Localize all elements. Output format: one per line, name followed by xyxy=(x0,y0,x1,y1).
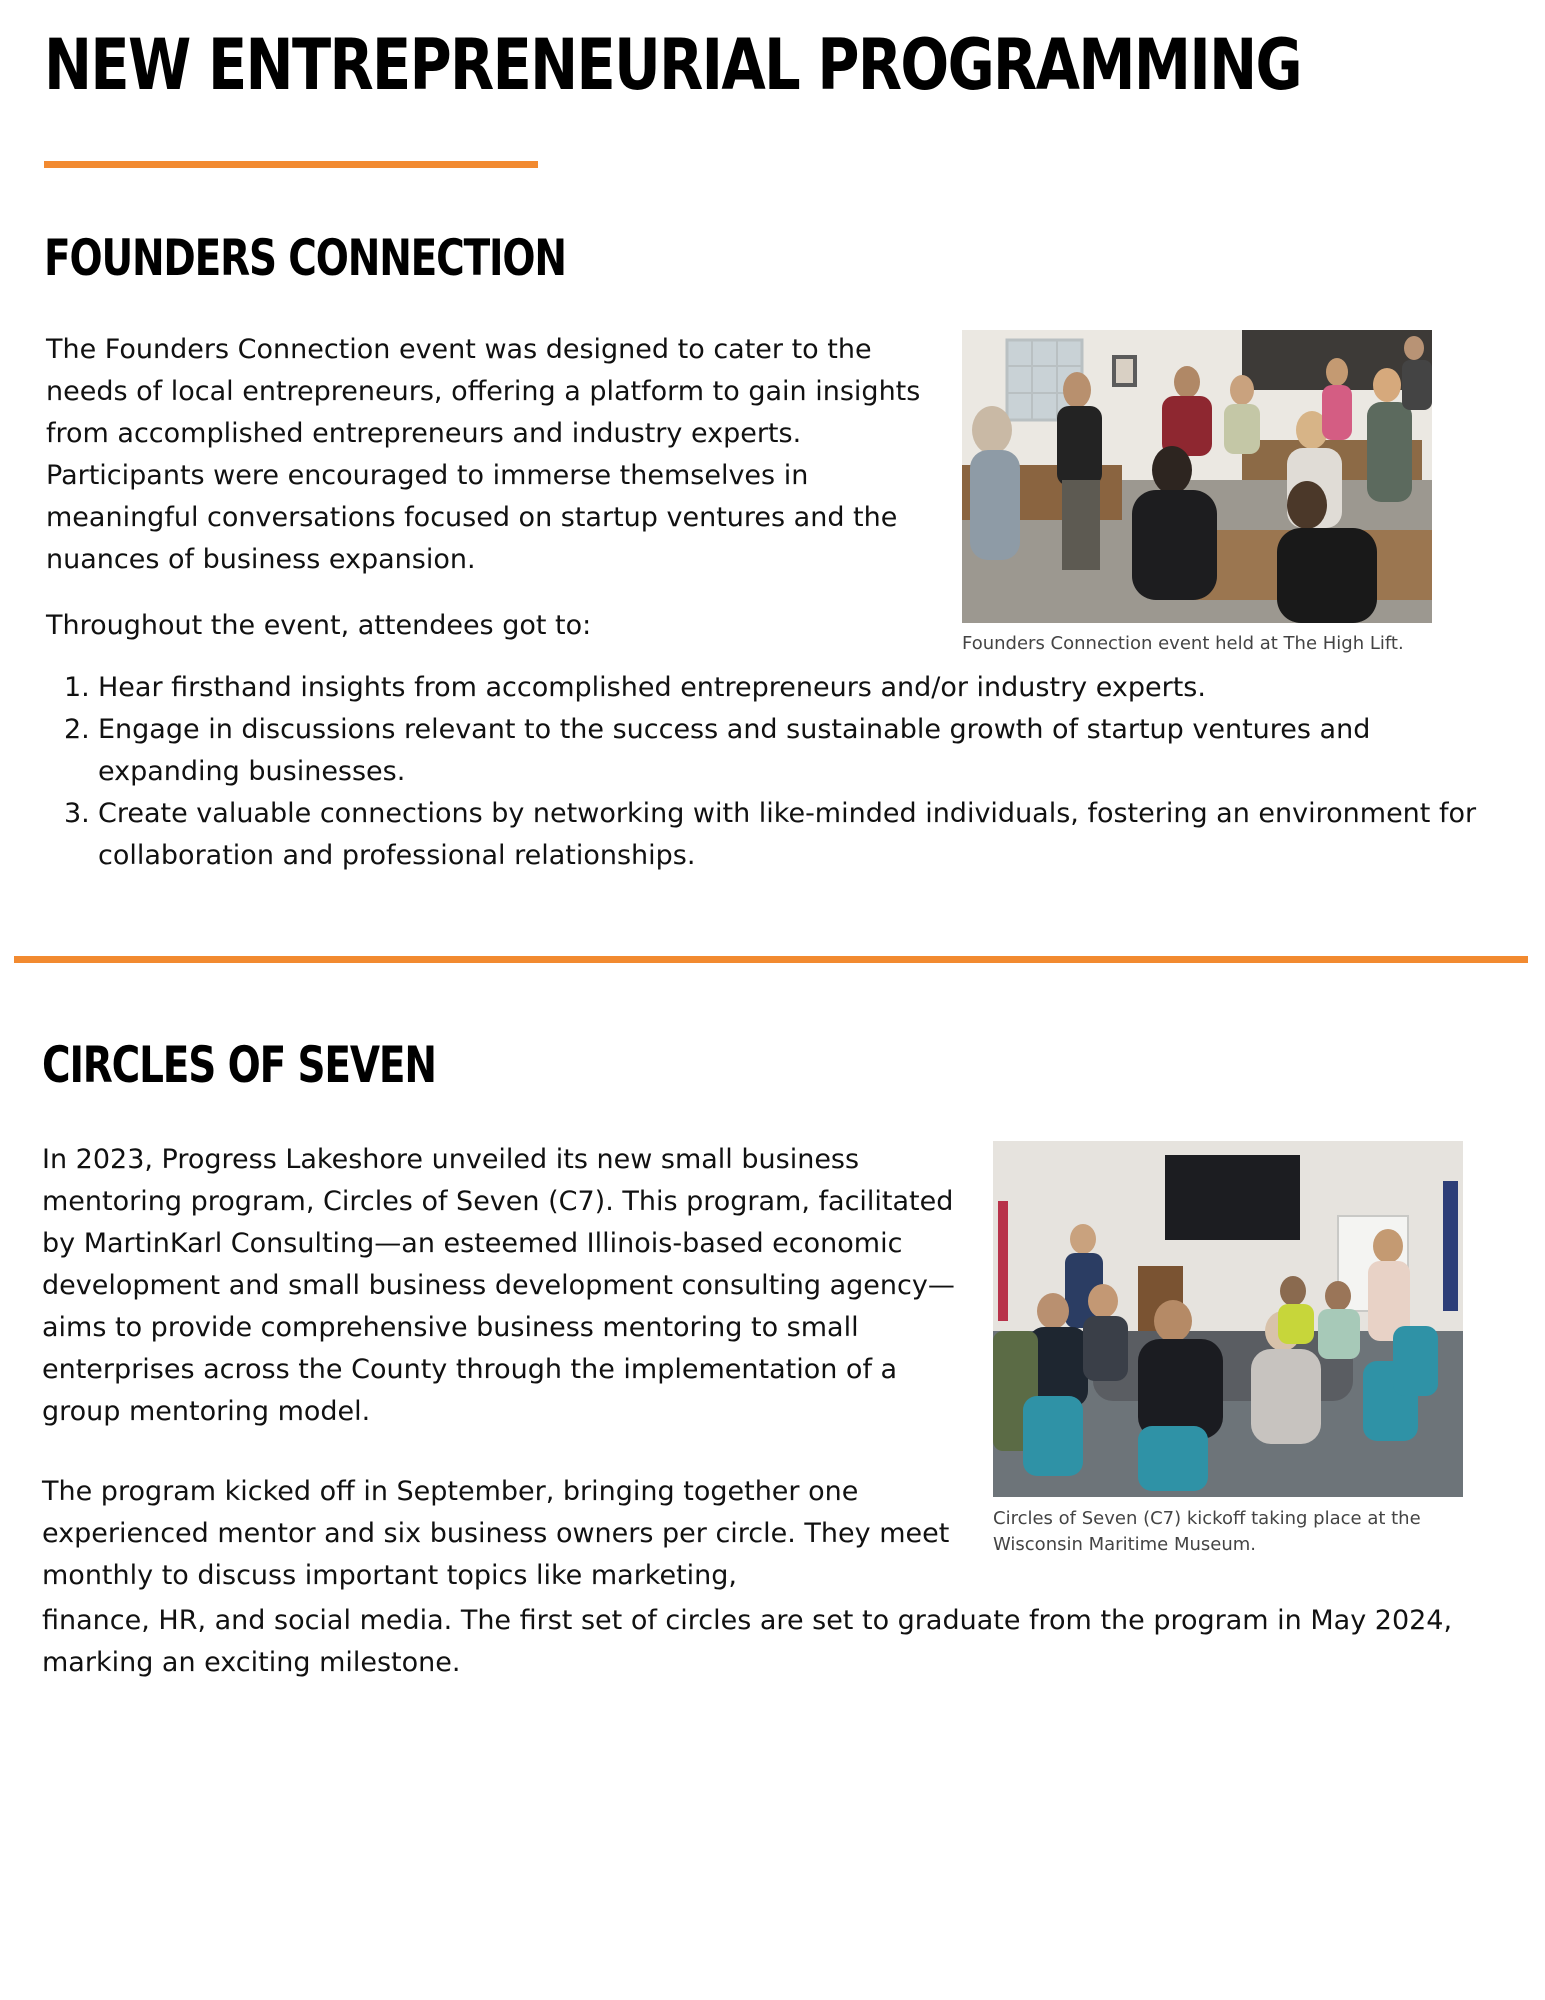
founders-lead-in: Throughout the event, attendees got to: xyxy=(46,610,592,641)
step-text: Hear firsthand insights from accomplished entrepreneurs and/or industry experts. xyxy=(98,672,1206,703)
page-title: NEW ENTREPRENEURIAL PROGRAMMING xyxy=(44,24,1301,106)
circles-photo-illustration xyxy=(993,1141,1463,1497)
founders-photo-caption: Founders Connection event held at The High Lift. xyxy=(962,633,1404,654)
step-text: Create valuable connections by networking with like-minded individuals, fostering an environment for collaboration and professional relationships. xyxy=(98,798,1477,871)
circles-paragraph-1: In 2023, Progress Lakeshore unveiled its new small business mentoring program, Circles of Seven (C7). This program, facilitated by MartinKarl Consulting—an esteemed Illinois-based economic development and small business development consulting agency—aims to provide comprehensive business mentoring to small enterprises across the County through the implementation of a group mentoring model. xyxy=(42,1144,955,1427)
founders-heading: FOUNDERS CONNECTION xyxy=(44,229,566,287)
section-divider xyxy=(14,956,1528,963)
title-accent-rule xyxy=(44,161,538,168)
founders-event-photo xyxy=(962,330,1432,623)
step-number: 3. xyxy=(64,798,90,829)
step-text: Engage in discussions relevant to the success and sustainable growth of startup ventures and expanding businesses. xyxy=(98,714,1371,787)
circles-paragraph-2-start: The program kicked off in September, bringing together one experienced mentor and six business owners per circle. They meet monthly to discuss important topics like marketing, xyxy=(42,1476,950,1591)
steps-item xyxy=(44,667,1514,709)
step-number: 2. xyxy=(64,714,90,745)
founders-intro: The Founders Connection event was designed to cater to the needs of local entrepreneurs, offering a platform to gain insights from accomplished entrepreneurs and industry experts. Participants were encouraged to immerse themselves in meaningful conversations focused on startup ventures and the nuances of business expansion. xyxy=(46,334,921,575)
founders-photo-illustration xyxy=(962,330,1432,623)
circles-heading: CIRCLES OF SEVEN xyxy=(42,1036,436,1094)
step-number: 1. xyxy=(64,672,90,703)
steps-item xyxy=(44,793,1514,877)
circles-kickoff-photo xyxy=(993,1141,1463,1497)
founders-steps-list xyxy=(44,667,1514,877)
circles-paragraph-2-end: finance, HR, and social media. The first set of circles are set to graduate from the program in May 2024, marking an exciting milestone. xyxy=(42,1605,1453,1678)
circles-photo-caption: Circles of Seven (C7) kickoff taking place at the Wisconsin Maritime Museum. xyxy=(993,1508,1421,1555)
steps-item xyxy=(44,709,1514,793)
